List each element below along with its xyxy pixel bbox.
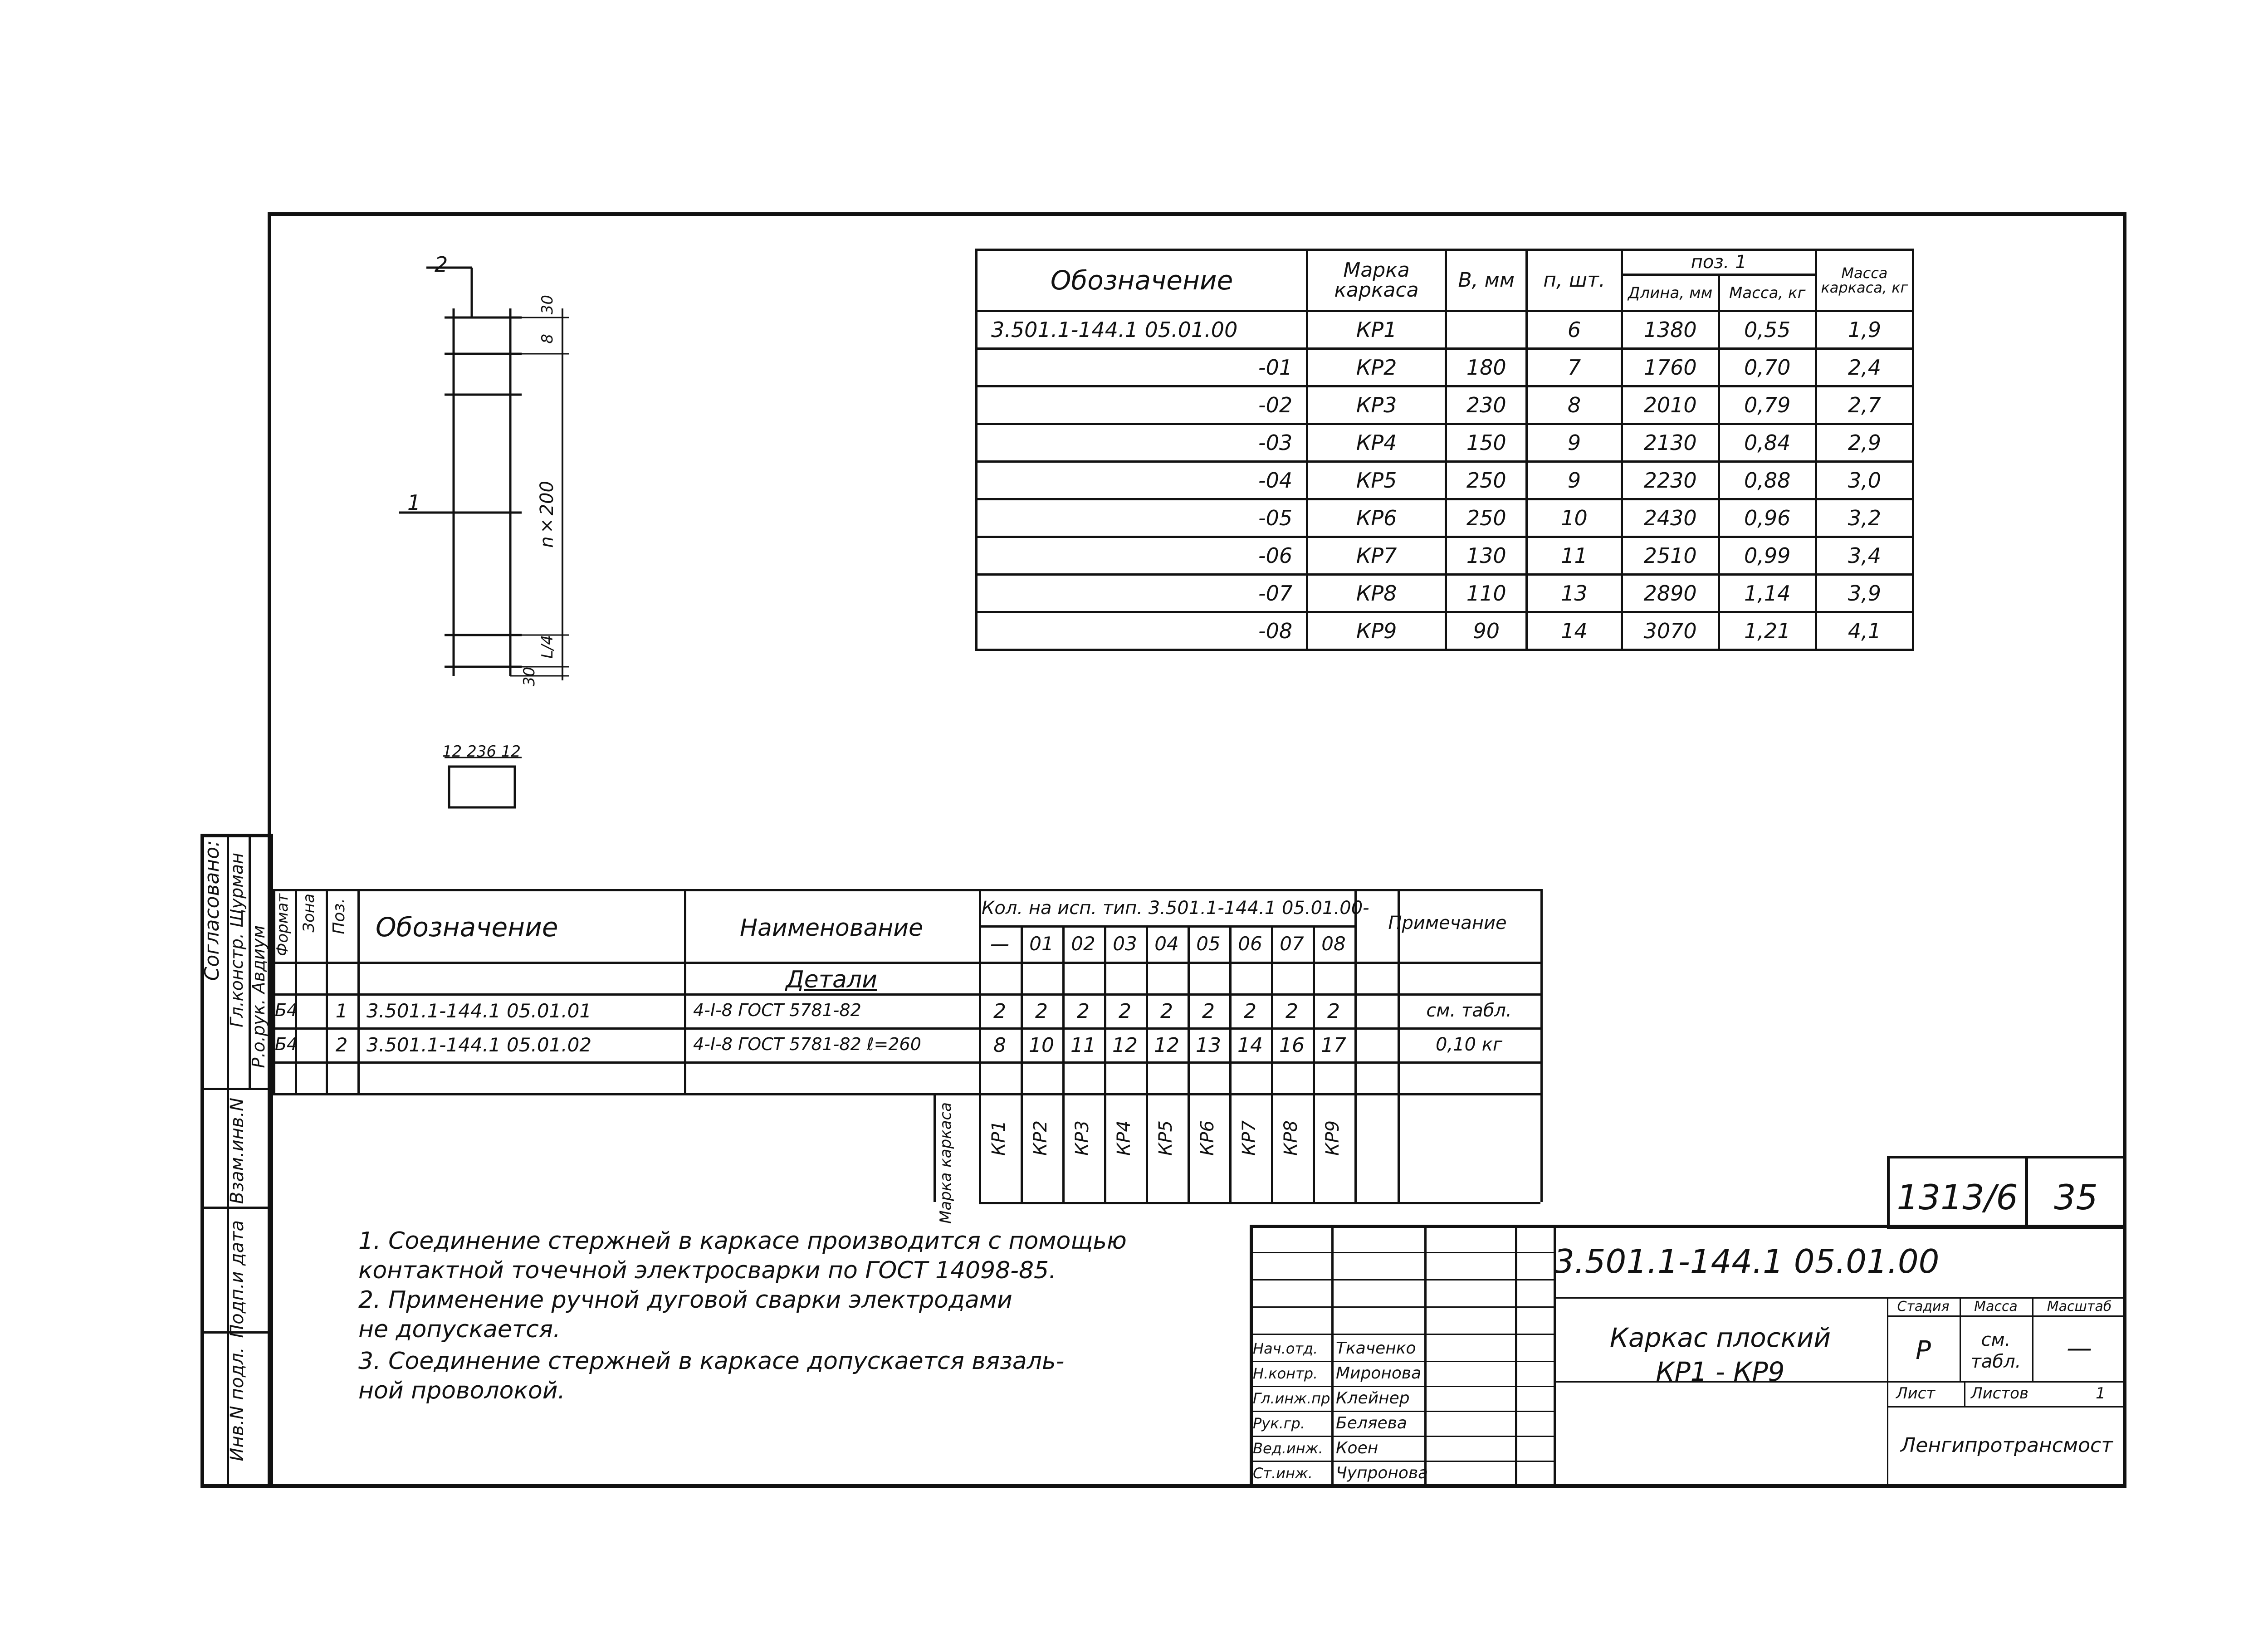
spec-col-line [1313,925,1315,1202]
frame-cell-mass: 0,84 [1719,424,1816,462]
note-line: 3. Соединение стержней в каркасе допускается вязаль- [358,1348,1065,1375]
frame-cell-frame-mass: 1,9 [1816,311,1913,349]
header-mass: Масса, кг [1719,275,1816,311]
frame-cell-designation: -05 [977,499,1307,537]
frame-cell-mass: 0,55 [1719,311,1816,349]
spec-row-qty: 16 [1279,1034,1305,1057]
sign-date-label: Подп.и дата [227,1220,248,1338]
header-b: В, мм [1446,250,1527,311]
spec-row-line [273,1093,1540,1095]
spec-row-pos: 1 [335,1000,348,1022]
frame-cell-designation: 3.501.1-144.1 05.01.00 [977,311,1307,349]
spec-col-line [1271,925,1273,1202]
spec-col-line [1354,889,1357,1202]
spec-header-pos: Поз. [330,898,348,934]
spec-row-note: 0,10 кг [1436,1034,1502,1055]
frame-cell-mass: 0,96 [1719,499,1816,537]
frame-cell-b: 110 [1446,575,1527,612]
spec-row-qty: 2 [1202,1000,1215,1023]
drawing-number-box [1887,1156,2028,1229]
spec-variant-8: 08 [1321,933,1346,955]
signature-role: Ст.инж. [1253,1465,1313,1482]
sketch-pos2: 2 [435,252,448,277]
signature-name: Клейнер [1336,1389,1410,1408]
frame-cell-frame-mass: 2,4 [1816,349,1913,386]
header-designation: Обозначение [977,250,1307,311]
mass-value: см. табл. [1970,1329,2021,1372]
spec-variant-0: — [990,933,1009,955]
spec-col-line [1540,889,1543,1202]
spec-col-line [1062,925,1065,1202]
stage-value: Р [1916,1336,1931,1365]
frame-cell-frame-mass: 2,7 [1816,386,1913,424]
page-number-box [2025,1156,2126,1229]
signature-role: Нач.отд. [1253,1340,1318,1357]
spec-row-qty: 2 [1327,1000,1340,1023]
spec-row-qty: 10 [1029,1034,1054,1057]
frame-cell-mass: 0,79 [1719,386,1816,424]
signature-name: Коен [1336,1439,1378,1457]
signature-row-line [1250,1411,1554,1412]
frame-cell-length: 3070 [1622,612,1719,650]
spec-row-name: 4-I-8 ГОСТ 5781-82 [693,1000,861,1020]
frame-cell-mark: КР9 [1307,612,1446,650]
spec-row-format: Б4 [274,1034,298,1054]
signature-role: Н.контр. [1253,1365,1318,1382]
frame-cell-length: 1380 [1622,311,1719,349]
stamp-dept2: Р.о.рук. Авдиум [249,925,269,1068]
frame-cell-mass: 0,70 [1719,349,1816,386]
frame-cell-mark: КР3 [1307,386,1446,424]
frame-cell-mark: КР7 [1307,537,1446,575]
signature-role: Вед.инж. [1253,1440,1323,1457]
frame-cell-n: 9 [1527,424,1622,462]
frame-cell-frame-mass: 2,9 [1816,424,1913,462]
frame-cell-designation: -08 [977,612,1307,650]
frame-cell-mark: КР5 [1307,462,1446,499]
sketch-section-dims: 12 236 12 [442,743,521,761]
spec-row-qty: 2 [1160,1000,1173,1023]
frame-cell-frame-mass: 3,2 [1816,499,1913,537]
frame-cell-mark: КР1 [1307,311,1446,349]
spec-row-qty: 12 [1112,1034,1138,1057]
spec-col-line [326,889,328,1093]
frame-cell-b: 250 [1446,499,1527,537]
title-line1: Каркас плоский [1609,1322,1831,1353]
frame-cell-length: 2510 [1622,537,1719,575]
spec-row-qty: 8 [993,1034,1006,1057]
spec-variant-6: 06 [1238,933,1262,955]
spec-mark-3: КР4 [1114,1120,1134,1156]
frame-cell-n: 9 [1527,462,1622,499]
frame-cell-mark: КР2 [1307,349,1446,386]
drawing-number: 1313/6 [1897,1177,2018,1217]
spec-col-line [1021,925,1023,1202]
note-line: 2. Применение ручной дуговой сварки электродами [358,1286,1012,1314]
frame-cell-length: 2010 [1622,386,1719,424]
spec-mark-7: КР8 [1281,1120,1301,1156]
spec-row-qty: 14 [1237,1034,1263,1057]
note-line: ной проволокой. [358,1377,566,1404]
spec-col-line [1146,925,1148,1202]
signature-name: Беляева [1336,1414,1407,1432]
spec-row-note: см. табл. [1426,1000,1512,1021]
frame-table-row [977,612,1913,650]
note-line: контактной точечной электросварки по ГОСТ 14098-85. [358,1257,1056,1284]
signature-name: Миронова [1336,1364,1422,1383]
frame-cell-designation: -02 [977,386,1307,424]
spec-row-designation: 3.501.1-144.1 05.01.02 [367,1034,592,1056]
spec-mark-1: КР2 [1030,1120,1051,1156]
spec-col-line [1229,925,1232,1202]
spec-row-qty: 2 [993,1000,1006,1023]
spec-mark-8: КР9 [1322,1120,1343,1156]
frame-cell-length: 2890 [1622,575,1719,612]
frame-cell-mass: 0,88 [1719,462,1816,499]
frame-table-row [977,462,1913,499]
frame-cell-length: 1760 [1622,349,1719,386]
frame-table-row [977,424,1913,462]
stamp-dept1: Гл.констр. Щурман [227,853,247,1027]
spec-mark-header: Марка каркаса [937,1102,955,1224]
frame-cell-length: 2430 [1622,499,1719,537]
header-pos1: поз. 1 [1622,250,1816,275]
spec-qty-header-line [979,925,1354,928]
spec-row-line [273,962,1540,964]
frame-cell-mark: КР4 [1307,424,1446,462]
spec-mark-2: КР3 [1072,1120,1093,1156]
frame-cell-length: 2130 [1622,424,1719,462]
sketch-dim-top: 30 [538,295,557,315]
spec-col-line [357,889,360,1093]
title-line2: КР1 - КР9 [1656,1356,1785,1387]
spec-col-line [1188,925,1190,1202]
frame-cell-b: 230 [1446,386,1527,424]
signature-role: Рук.гр. [1253,1415,1305,1432]
frame-table-row [977,311,1913,349]
sketch-dim-top2: 8 [538,334,557,344]
spec-mark-5: КР6 [1197,1120,1218,1156]
spec-variant-5: 05 [1196,933,1221,955]
frame-cell-mark: КР8 [1307,575,1446,612]
header-n: п, шт. [1527,250,1622,311]
spec-row-designation: 3.501.1-144.1 05.01.01 [367,1000,592,1022]
spec-header-qty: Кол. на исп. тип. 3.501.1-144.1 05.01.00- [982,898,1369,919]
signature-name: Чупронова [1336,1464,1428,1482]
frame-cell-b: 180 [1446,349,1527,386]
spec-variant-1: 01 [1029,933,1054,955]
spec-bottom-line [979,1202,1540,1204]
frame-table-row [977,575,1913,612]
spec-row-format: Б4 [274,1000,298,1020]
stage-header: Стадия [1897,1299,1950,1315]
spec-row-qty: 17 [1321,1034,1346,1057]
sheet-label: Лист [1896,1384,1936,1403]
frame-cell-mass: 1,14 [1719,575,1816,612]
note-line: не допускается. [358,1316,561,1343]
frame-cell-b [1446,311,1527,349]
spec-col-line [295,889,297,1093]
frame-cell-n: 11 [1527,537,1622,575]
frame-table-row [977,349,1913,386]
spec-row-qty: 11 [1070,1034,1096,1057]
signature-name: Ткаченко [1336,1339,1416,1358]
inv-orig-label: Инв.N подл. [227,1347,248,1461]
frame-cell-b: 250 [1446,462,1527,499]
frame-cell-designation: -04 [977,462,1307,499]
signature-role: Гл.инж.пр. [1253,1390,1335,1407]
frame-cell-b: 90 [1446,612,1527,650]
sheets-value: 1 [2096,1384,2106,1403]
sketch-dim-bottom2: L/4 [538,635,557,659]
mass-header: Масса [1974,1299,2018,1315]
spec-header-zone: Зона [300,894,318,933]
agreed-label: Согласовано: [200,840,224,981]
spec-variant-2: 02 [1071,933,1095,955]
frame-cell-frame-mass: 4,1 [1816,612,1913,650]
page-number: 35 [2054,1177,2098,1217]
frame-cell-b: 150 [1446,424,1527,462]
frame-cell-n: 10 [1527,499,1622,537]
spec-row-qty: 13 [1196,1034,1221,1057]
signature-row-line [1250,1486,1554,1487]
frame-cell-mass: 0,99 [1719,537,1816,575]
frame-cell-b: 130 [1446,537,1527,575]
frame-cell-designation: -06 [977,537,1307,575]
frame-cell-n: 8 [1527,386,1622,424]
sketch-pos1: 1 [407,490,421,515]
inv-replace-label: Взам.инв.N [227,1098,248,1204]
frame-table-row [977,386,1913,424]
frame-cell-n: 13 [1527,575,1622,612]
spec-mark-0: КР1 [988,1120,1009,1156]
spec-top-line [273,889,1540,891]
spec-row-line [273,993,1540,996]
spec-variant-3: 03 [1113,933,1137,955]
scale-value: — [2067,1334,2092,1363]
frame-cell-mark: КР6 [1307,499,1446,537]
sketch-drawing [390,254,608,826]
frame-cell-frame-mass: 3,4 [1816,537,1913,575]
sheets-label: Листов [1971,1384,2029,1403]
scale-header: Масштаб [2047,1299,2112,1315]
spec-mark-6: КР7 [1239,1120,1260,1156]
spec-header-designation: Обозначение [376,912,558,943]
frame-cell-designation: -07 [977,575,1307,612]
frame-cell-length: 2230 [1622,462,1719,499]
note-line: 1. Соединение стержней в каркасе производится с помощью [358,1227,1127,1255]
header-mark: Марка каркаса [1307,250,1446,311]
spec-row-qty: 2 [1077,1000,1090,1023]
organization: Ленгипротрансмост [1901,1434,2113,1457]
sketch-dim-bottom: 30 [520,667,538,687]
spec-mark-header-line [934,1093,936,1202]
spec-col-line [1104,925,1106,1202]
signature-row-line [1250,1461,1554,1462]
spec-header-format: Формат [274,894,292,956]
spec-row-qty: 2 [1244,1000,1256,1023]
spec-mark-4: КР5 [1155,1120,1176,1156]
frame-cell-mass: 1,21 [1719,612,1816,650]
spec-variant-4: 04 [1154,933,1179,955]
spec-header-name: Наименование [739,914,924,942]
frame-mark-table [975,249,1914,651]
header-frame-mass: Масса каркаса, кг [1816,250,1913,311]
signature-row-line [1250,1361,1554,1362]
spec-row-name: 4-I-8 ГОСТ 5781-82 ℓ=260 [693,1034,921,1054]
frame-table-row [977,499,1913,537]
frame-cell-frame-mass: 3,0 [1816,462,1913,499]
frame-cell-designation: -01 [977,349,1307,386]
document-code: 3.501.1-144.1 05.01.00 [1554,1242,1940,1280]
spec-row-qty: 12 [1154,1034,1179,1057]
spec-row-qty: 2 [1035,1000,1048,1023]
spec-row-line [273,1027,1540,1030]
spec-section-label: Детали [786,966,877,993]
frame-cell-frame-mass: 3,9 [1816,575,1913,612]
frame-cell-n: 7 [1527,349,1622,386]
spec-row-qty: 2 [1286,1000,1298,1023]
sketch-dim-length: n×200 [537,481,557,548]
spec-variant-7: 07 [1280,933,1304,955]
spec-row-line [273,1061,1540,1064]
spec-header-note: Примечание [1388,913,1507,933]
frame-cell-n: 14 [1527,612,1622,650]
signature-row-line [1250,1436,1554,1437]
spec-row-qty: 2 [1119,1000,1131,1023]
signature-row-line [1250,1386,1554,1387]
frame-table-row [977,537,1913,575]
frame-cell-designation: -03 [977,424,1307,462]
header-length: Длина, мм [1622,275,1719,311]
frame-cell-n: 6 [1527,311,1622,349]
spec-row-pos: 2 [335,1034,348,1056]
